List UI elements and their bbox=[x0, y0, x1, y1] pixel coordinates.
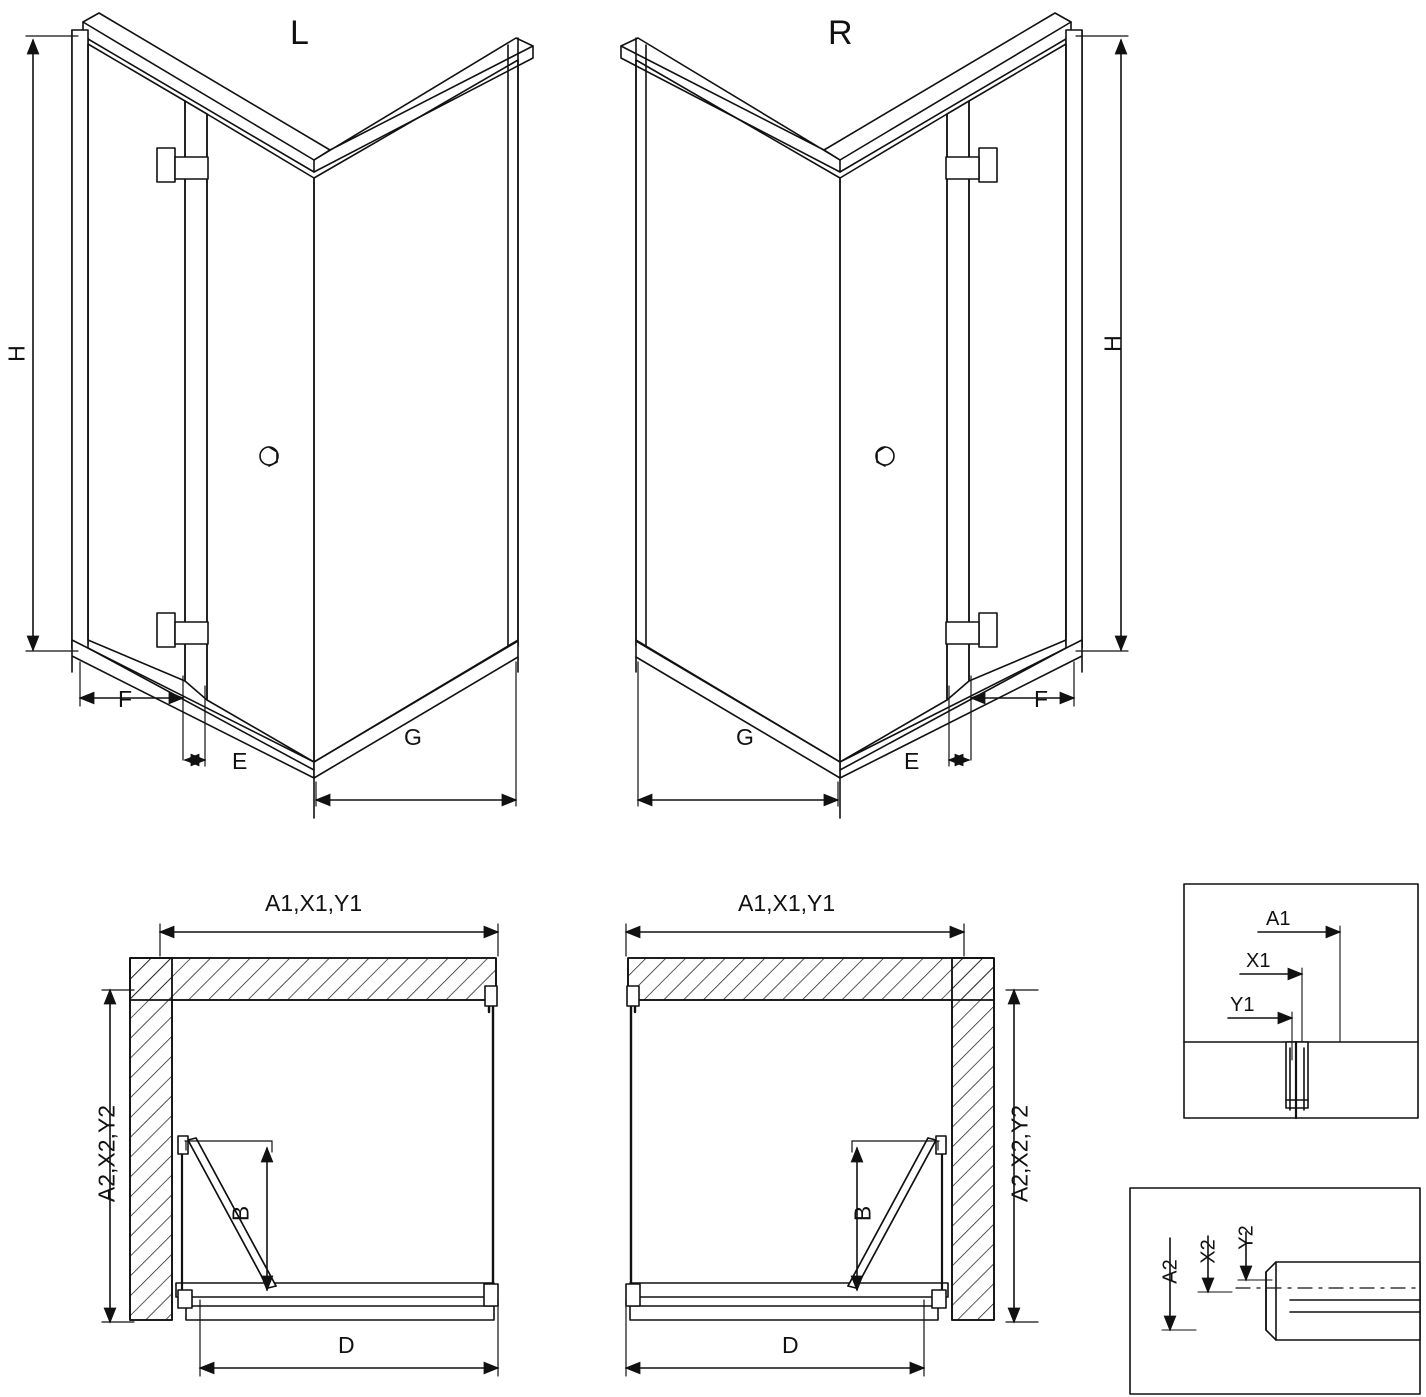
plan-view-right bbox=[626, 924, 1038, 1376]
dim-b-left: B bbox=[227, 1205, 254, 1222]
view-label-right: R bbox=[828, 14, 853, 52]
plan-view-left bbox=[102, 924, 498, 1376]
dim-a1x1y1-left: A1,X1,Y1 bbox=[265, 890, 363, 916]
dim-a2x2y2-right: A2,X2,Y2 bbox=[1006, 1104, 1033, 1203]
dim-e-left: E bbox=[232, 748, 248, 774]
dim-a2x2y2-left: A2,X2,Y2 bbox=[93, 1104, 120, 1203]
dim-f-right: F bbox=[1034, 686, 1049, 712]
dim-b-right: B bbox=[849, 1205, 876, 1222]
dim-e-right: E bbox=[904, 748, 920, 774]
dim-h-right: H bbox=[1099, 335, 1126, 352]
dim-f-left: F bbox=[118, 686, 133, 712]
dim-d-left: D bbox=[338, 1332, 355, 1358]
detail-dim-a2: A2 bbox=[1159, 1259, 1182, 1284]
dim-g-left: G bbox=[404, 724, 422, 750]
iso-view-right bbox=[621, 13, 1128, 818]
detail-view-top bbox=[1184, 884, 1418, 1118]
dim-h-left: H bbox=[3, 345, 30, 362]
iso-view-left bbox=[26, 13, 533, 818]
detail-dim-x2: X2 bbox=[1197, 1239, 1220, 1264]
detail-dim-x1: X1 bbox=[1246, 950, 1271, 972]
detail-dim-y2: Y2 bbox=[1235, 1225, 1258, 1250]
detail-dim-a1: A1 bbox=[1266, 908, 1291, 930]
dim-d-right: D bbox=[782, 1332, 799, 1358]
view-label-left: L bbox=[290, 14, 309, 52]
detail-dim-y1: Y1 bbox=[1230, 994, 1255, 1016]
dim-g-right: G bbox=[736, 724, 754, 750]
dim-a1x1y1-right: A1,X1,Y1 bbox=[738, 890, 836, 916]
